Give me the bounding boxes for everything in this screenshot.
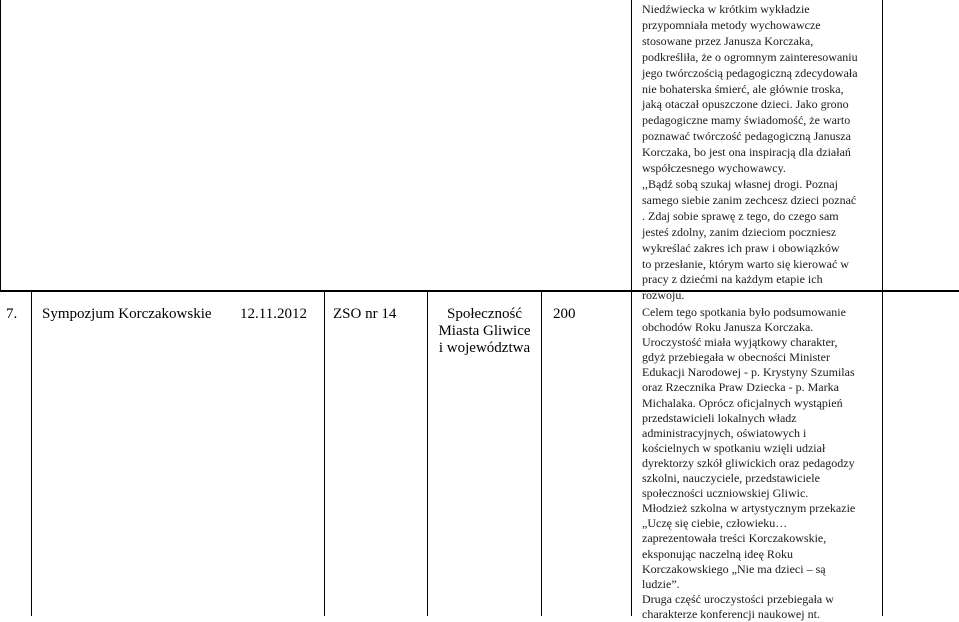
text-line: pedagogiczne mamy świadomość, że warto bbox=[642, 113, 851, 128]
text-line: ,,Bądź sobą szukaj własnej drogi. Poznaj bbox=[642, 176, 838, 191]
border-col-place-left bbox=[324, 291, 325, 616]
text-line: obchodów Roku Janusza Korczaka. bbox=[642, 320, 814, 335]
border-col-desc-left bbox=[631, 0, 632, 616]
text-line: Uroczystość miała wyjątkowy charakter, bbox=[642, 335, 838, 350]
text-line: . Zdaj sobie sprawę z tego, do czego sam bbox=[642, 208, 839, 223]
text-line: pracy z dziećmi na każdym etapie ich bbox=[642, 272, 823, 287]
text-line: to przesłanie, którym warto się kierować w bbox=[642, 256, 849, 271]
text-line: „Uczę się ciebie, człowieku… bbox=[642, 516, 788, 531]
text-line: zaprezentowała treści Korczakowskie, bbox=[642, 531, 827, 546]
border-col-count-left bbox=[541, 291, 542, 616]
text-line: Niedźwiecka w krótkim wykładzie bbox=[642, 2, 810, 16]
text-line: gdyż przebiegała w obecności Minister bbox=[642, 350, 830, 365]
entry-participants bbox=[428, 306, 541, 357]
text-line: dyrektorzy szkół gliwickich oraz pedagodzy bbox=[642, 455, 855, 470]
text-line: Młodzież szkolna w artystycznym przekazie bbox=[642, 501, 856, 516]
text-line: jaką otaczał opuszczone dzieci. Jako grono bbox=[642, 97, 849, 112]
text-line: przypomniała metody wychowawcze bbox=[642, 17, 821, 32]
text-line: Druga część uroczystości przebiegała w bbox=[642, 591, 834, 606]
text-line: stosowane przez Janusza Korczaka, bbox=[642, 33, 814, 48]
text-line: nie bohaterska śmierć, ale głównie troska, bbox=[642, 81, 844, 96]
text-line: samego siebie zanim zechcesz dzieci poznać bbox=[642, 192, 857, 207]
text-line: wykreślać zakres ich praw i obowiązków bbox=[642, 240, 840, 255]
text-line: jesteś zdolny, zanim dzieciom poczniesz bbox=[642, 224, 837, 239]
text-line: Korczakowskiego „Nie ma dzieci – są bbox=[642, 561, 826, 576]
text-line: Celem tego spotkania było podsumowanie bbox=[642, 305, 846, 319]
text-line: Michalaka. Oprócz oficjalnych wystąpień bbox=[642, 395, 843, 410]
text-line: jego twórczością pedagogiczną zdecydowała bbox=[642, 65, 858, 80]
text-line: Edukacji Narodowej - p. Krystyny Szumilas bbox=[642, 365, 855, 380]
participants-line: Społeczność bbox=[447, 306, 522, 322]
text-line: współczesnego wychowawcy. bbox=[642, 161, 786, 176]
entry-date: 12.11.2012 bbox=[240, 306, 307, 322]
entry-description bbox=[642, 305, 880, 622]
text-line: Korczaka, bo jest ona inspiracją dla działań bbox=[642, 145, 851, 160]
border-right bbox=[882, 0, 883, 616]
text-line: administracyjnych, oświatowych i bbox=[642, 425, 807, 440]
text-line: podkreśliła, że o ogromnym zainteresowaniu bbox=[642, 49, 858, 64]
text-line: przedstawicieli lokalnych władz bbox=[642, 410, 797, 425]
participants-line: i województwa bbox=[438, 340, 531, 356]
text-line: kościelnych w spotkaniu wzięli udział bbox=[642, 440, 826, 455]
text-line: poznawać twórczość pedagogiczną Janusza bbox=[642, 129, 851, 144]
border-left-top bbox=[0, 0, 1, 290]
text-line: szkolni, nauczyciele, przedstawiciele bbox=[642, 471, 820, 486]
top-description bbox=[642, 2, 878, 304]
participants-line: Miasta Gliwice bbox=[438, 323, 531, 339]
border-col-title-left bbox=[31, 291, 32, 616]
entry-title: Sympozjum Korczakowskie bbox=[42, 306, 212, 322]
entry-place: ZSO nr 14 bbox=[333, 306, 397, 322]
entry-number: 7. bbox=[6, 306, 18, 322]
entry-count: 200 bbox=[553, 306, 576, 322]
text-line: charakterze konferencji naukowej nt. bbox=[642, 606, 820, 621]
text-line: ludzie”. bbox=[642, 576, 680, 591]
text-line: rozwoju. bbox=[642, 288, 685, 303]
text-line: eksponując naczelną ideę Roku bbox=[642, 546, 793, 561]
text-line: społeczności uczniowskiej Gliwic. bbox=[642, 486, 809, 501]
text-line: oraz Rzecznika Praw Dziecka - p. Marka bbox=[642, 380, 839, 395]
